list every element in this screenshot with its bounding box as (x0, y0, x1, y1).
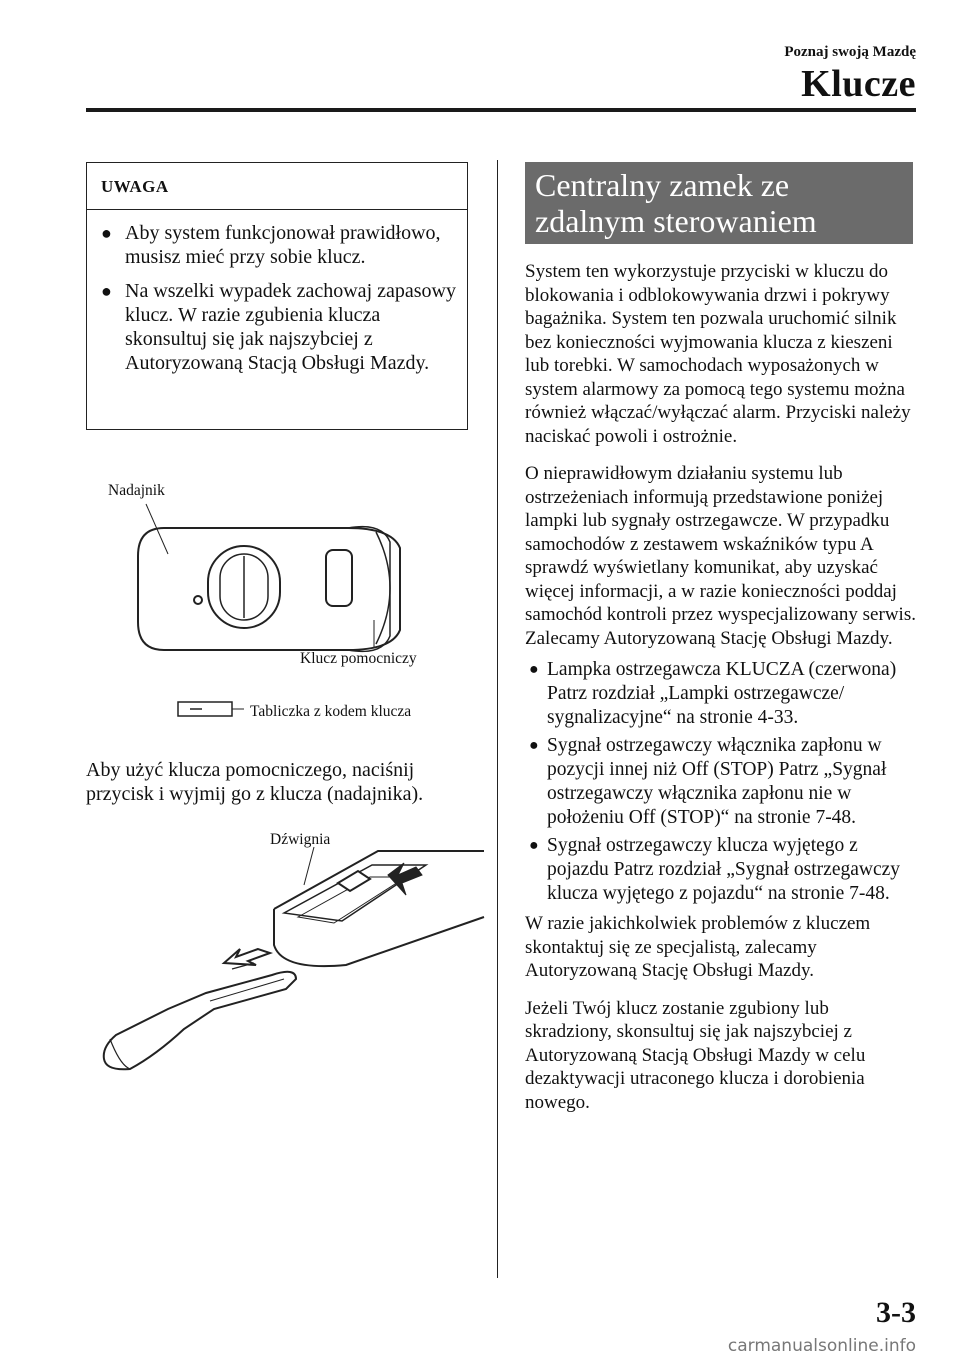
note-list (101, 221, 457, 385)
note-item-text: Na wszelki wypadek zachowaj zapasowy klucz. W razie zgubienia klucza skonsultuj się jak najszybciej z Autoryzowaną Stacją Obsługi Mazdy. (125, 280, 456, 374)
watermark-text: carmanualsonline.info (727, 1336, 916, 1356)
key-removal-figure (86, 825, 486, 1095)
problems-paragraph: W razie jakichkolwiek problemów z kluczem skontaktuj się ze specjalistą, zalecamy Autoryzowaną Stację Obsługi Mazdy. (525, 913, 871, 981)
description-paragraph: System ten wykorzystuje przyciski w kluczu do blokowania i odblokowywania drzwi i pokrywy bagażnika. System ten pozwala uruchomić silnik bez konieczności wyjmowania klucza z kieszeni lub torebki. W samochodach wyposażonych w system alarmowy za pomocą tego systemu można również włączać/wyłączać alarm. Przyciski należy naciskać powoli i ostrożnie. (525, 261, 911, 447)
section-heading-line2: zdalnym sterowaniem (535, 203, 817, 239)
note-title: UWAGA (101, 177, 169, 196)
bullet-icon: ● (529, 661, 539, 678)
page-title: Klucze (801, 63, 916, 105)
label-code-plate: Tabliczka z kodem klucza (250, 703, 412, 720)
right-column (525, 260, 917, 1122)
page-number: 3-3 (876, 1296, 916, 1329)
bullet-icon: ● (529, 737, 539, 754)
warning-list-item-text: Lampka ostrzegawcza KLUCZA (czerwona) Patrz rozdział „Lampki ostrzegawcze/ sygnalizacyjne“ na stronie 4-33. (547, 659, 897, 728)
label-transmitter: Nadajnik (108, 482, 165, 499)
note-divider (87, 209, 467, 210)
note-box (86, 162, 468, 430)
note-item-text: Aby system funkcjonował prawidłowo, musisz mieć przy sobie klucz. (125, 222, 441, 268)
bullet-icon: ● (529, 837, 539, 854)
section-heading (525, 162, 913, 244)
key-fob-figure (86, 470, 486, 730)
key-removal-illustration (86, 825, 486, 1095)
warning-list-item (525, 658, 917, 730)
warning-list-item (525, 834, 917, 906)
instruction-paragraph: Aby użyć klucza pomocniczego, naciśnij przycisk i wyjmij go z klucza (nadajnika). (86, 759, 424, 805)
bullet-icon: ● (101, 281, 112, 301)
bullet-icon: ● (101, 223, 112, 243)
note-item (101, 221, 457, 269)
warning-list-item-text: Sygnał ostrzegawczy klucza wyjętego z pojazdu Patrz rozdział „Sygnał ostrzegawczy klucza wyjętego z pojazdu“ na stronie 7-48. (547, 835, 901, 904)
warning-info-paragraph: O nieprawidłowym działaniu systemu lub ostrzeżeniach informują przedstawione poniżej lampki lub sygnały ostrzegawcze. W przypadku samochodów z zestawem wskaźników typu A sprawdź wyświetlany komunikat, aby uzyskać więcej informacji, a w razie konieczności poddaj samochód kontroli przez wyspecjalizowany serwis. Zalecamy Autoryzowaną Stację Obsługi Mazdy. (525, 463, 916, 649)
header-rule (86, 108, 916, 112)
warning-list-item (525, 734, 917, 830)
label-lever: Dźwignia (270, 831, 331, 848)
warning-list-item-text: Sygnał ostrzegawczy włącznika zapłonu w pozycji innej niż Off (STOP) Patrz „Sygnał ostrzegawczy włącznika zapłonu nie w położeniu Off (STOP)“ na stronie 7-48. (547, 735, 887, 828)
label-auxiliary-key: Klucz pomocniczy (300, 650, 417, 667)
column-divider (497, 160, 498, 1278)
chapter-subtitle: Poznaj swoją Mazdę (784, 44, 916, 60)
section-heading-line1: Centralny zamek ze (535, 167, 790, 203)
note-item (101, 279, 457, 375)
key-fob-illustration (86, 470, 486, 730)
lost-key-paragraph: Jeżeli Twój klucz zostanie zgubiony lub skradziony, skonsultuj się jak najszybciej z Autoryzowaną Stacją Obsługi Mazdy w celu dezaktywacji utraconego klucza i dorobienia nowego. (525, 997, 866, 1113)
